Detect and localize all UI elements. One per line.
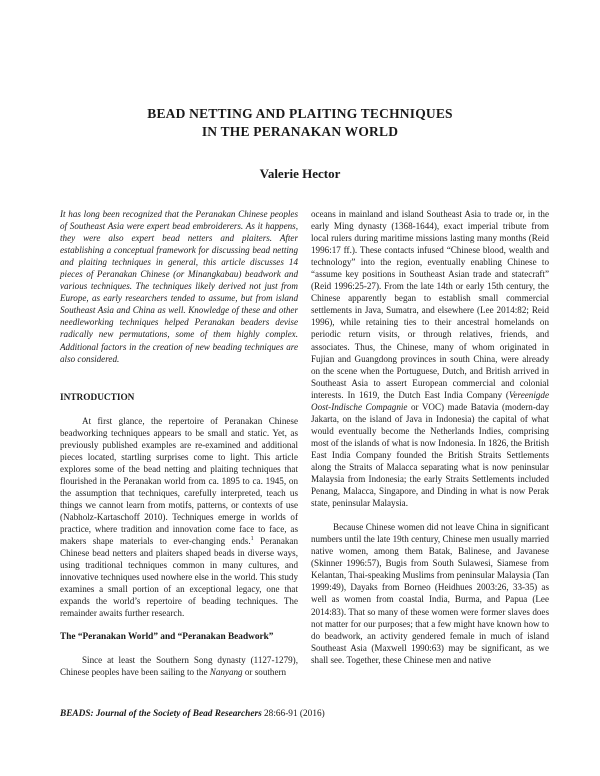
title-line-2: IN THE PERANAKAN WORLD <box>201 124 399 139</box>
intro-heading: INTRODUCTION <box>60 392 135 403</box>
section-italic: Nanyang <box>209 666 243 677</box>
author-name: Valerie Hector <box>259 166 341 181</box>
intro-text-a: At first glance, the repertoire of Peranakan Chinese beadworking techniques appears to be small and static. Yet, as previously published examples are re-examined and additional pieces located, startling surprises come to light. This article explores some of the bead netting and plaiting techniques that flourished in the Peranakan world from ca. 1895 to ca. 1945, on the assumption that techniques, carefully interpreted, teach us things we cannot learn from motifs, patterns, or contexts of use (Nabholz-Kartaschoff 2010). Techniques emerge in worlds of practice, where tradition and innovation come face to face, as makers shape materials to ever-changing ends. <box>60 415 298 547</box>
abstract-text: It has long been recognized that the Peranakan Chinese peoples of Southeast Asia were expert bead embroiderers. As it happens, they were also expert bead netters and plaiters. After establishing a conceptual framework for discussing bead netting and plaiting techniques in general, this article discusses 14 pieces of Peranakan Chinese (or Minangkabau) beadwork and various techniques. The techniques likely derived not just from Europe, as early researchers tended to assume, but from island Southeast Asia and China as well. Knowledge of these and other needleworking techniques helped Peranakan beaders devise radically new permutations, some of them highly complex. Additional factors in the creation of new beading techniques are also considered. <box>60 209 298 364</box>
left-column <box>60 208 298 678</box>
section-text-b: or southern <box>242 666 287 677</box>
right-paragraph-2: Because Chinese women did not leave China in significant numbers until the late 19th century, Chinese men usually married native women, among them Batak, Balinese, and Javanese (Skinner 1996:57), Bugis from South Sulawesi, Siamese from Kelantan, Thai-speaking Muslims from peninsular Malaysia (Tan 1999:49), Dayaks from Borneo (Heidhues 2003:26, 33-35) as well as women from coastal India, Burma, and Papua (Lee 2014:83). That so many of these women were former slaves does not matter for our purposes; that a few might have known how to do beadwork, an activity gendered female in much of island Southeast Asia (Maxwell 1990:63) may be significant, as we shall see. Together, these Chinese men and native <box>311 522 549 665</box>
footnote-marker: 1 <box>250 536 254 543</box>
title-line-1: BEAD NETTING AND PLAITING TECHNIQUES <box>147 106 453 121</box>
right-paragraph-1 <box>311 208 549 509</box>
journal-footer <box>60 709 550 719</box>
right-italic: Vereenigde Oost-Indische Compagnie <box>311 389 549 412</box>
article-title <box>0 105 600 141</box>
right-column <box>311 208 549 666</box>
right-text-b: or VOC) made Batavia (modern-day Jakarta, on the island of Java in Indonesia) the capital of what would eventually become the Netherlands Indies, comprising most of the islands of what is now Indonesia. In 1826, the British East India Company founded the British Straits Settlements along the Straits of Malacca separating what is now peninsular Malaysia from Indonesia; the early Straits Settlements included Penang, Malacca, Singapore, and Dinding in what is now Perak state, peninsular Malaysia. <box>311 401 549 509</box>
section-heading: The “Peranakan World” and “Peranakan Beadwork” <box>60 632 274 643</box>
section-paragraph <box>60 654 298 678</box>
right-text-a: oceans in mainland and island Southeast Asia to trade or, in the early Ming dynasty (1368-1644), exact imperial tribute from local rulers during maritime missions lasting many months (Reid 1996:17 ff.). These contacts infused “Chinese blood, wealth and technology” into the region, eventually enabling Chinese to “assume key positions in Southeast Asian trade and statecraft” (Reid 1996:25-27). From the late 14th or early 15th century, the Chinese apparently began to establish small commercial settlements in Java, Sumatra, and elsewhere (Lee 2014:82; Reid 1996), while retaining ties to their ancestral homelands on periodic return visits, or through relatives, friends, and associates. Thus, the Chinese, many of whom originated in Fujian and Guangdong provinces in south China, were already on the scene when the Portuguese, Dutch, and British arrived in Southeast Asia to assert European commercial and colonial interests. In 1619, the Dutch East India Company ( <box>311 209 549 400</box>
abstract <box>60 208 298 365</box>
section-text-a: Since at least the Southern Song dynasty (1127-1279), Chinese peoples have been sailing to the <box>60 654 298 677</box>
intro-paragraph <box>60 415 298 620</box>
journal-name: BEADS: Journal of the Society of Bead Researchers <box>60 709 262 719</box>
intro-text-b: Peranakan Chinese bead netters and plaiters shaped beads in diverse ways, using traditional techniques common in many cultures, and innovative techniques used nowhere else in the world. This study examines a small portion of an exceptional legacy, one that expands the world’s repertoire of beading techniques. The remainder awaits further research. <box>60 536 298 619</box>
journal-citation: 28:66-91 (2016) <box>261 709 325 719</box>
